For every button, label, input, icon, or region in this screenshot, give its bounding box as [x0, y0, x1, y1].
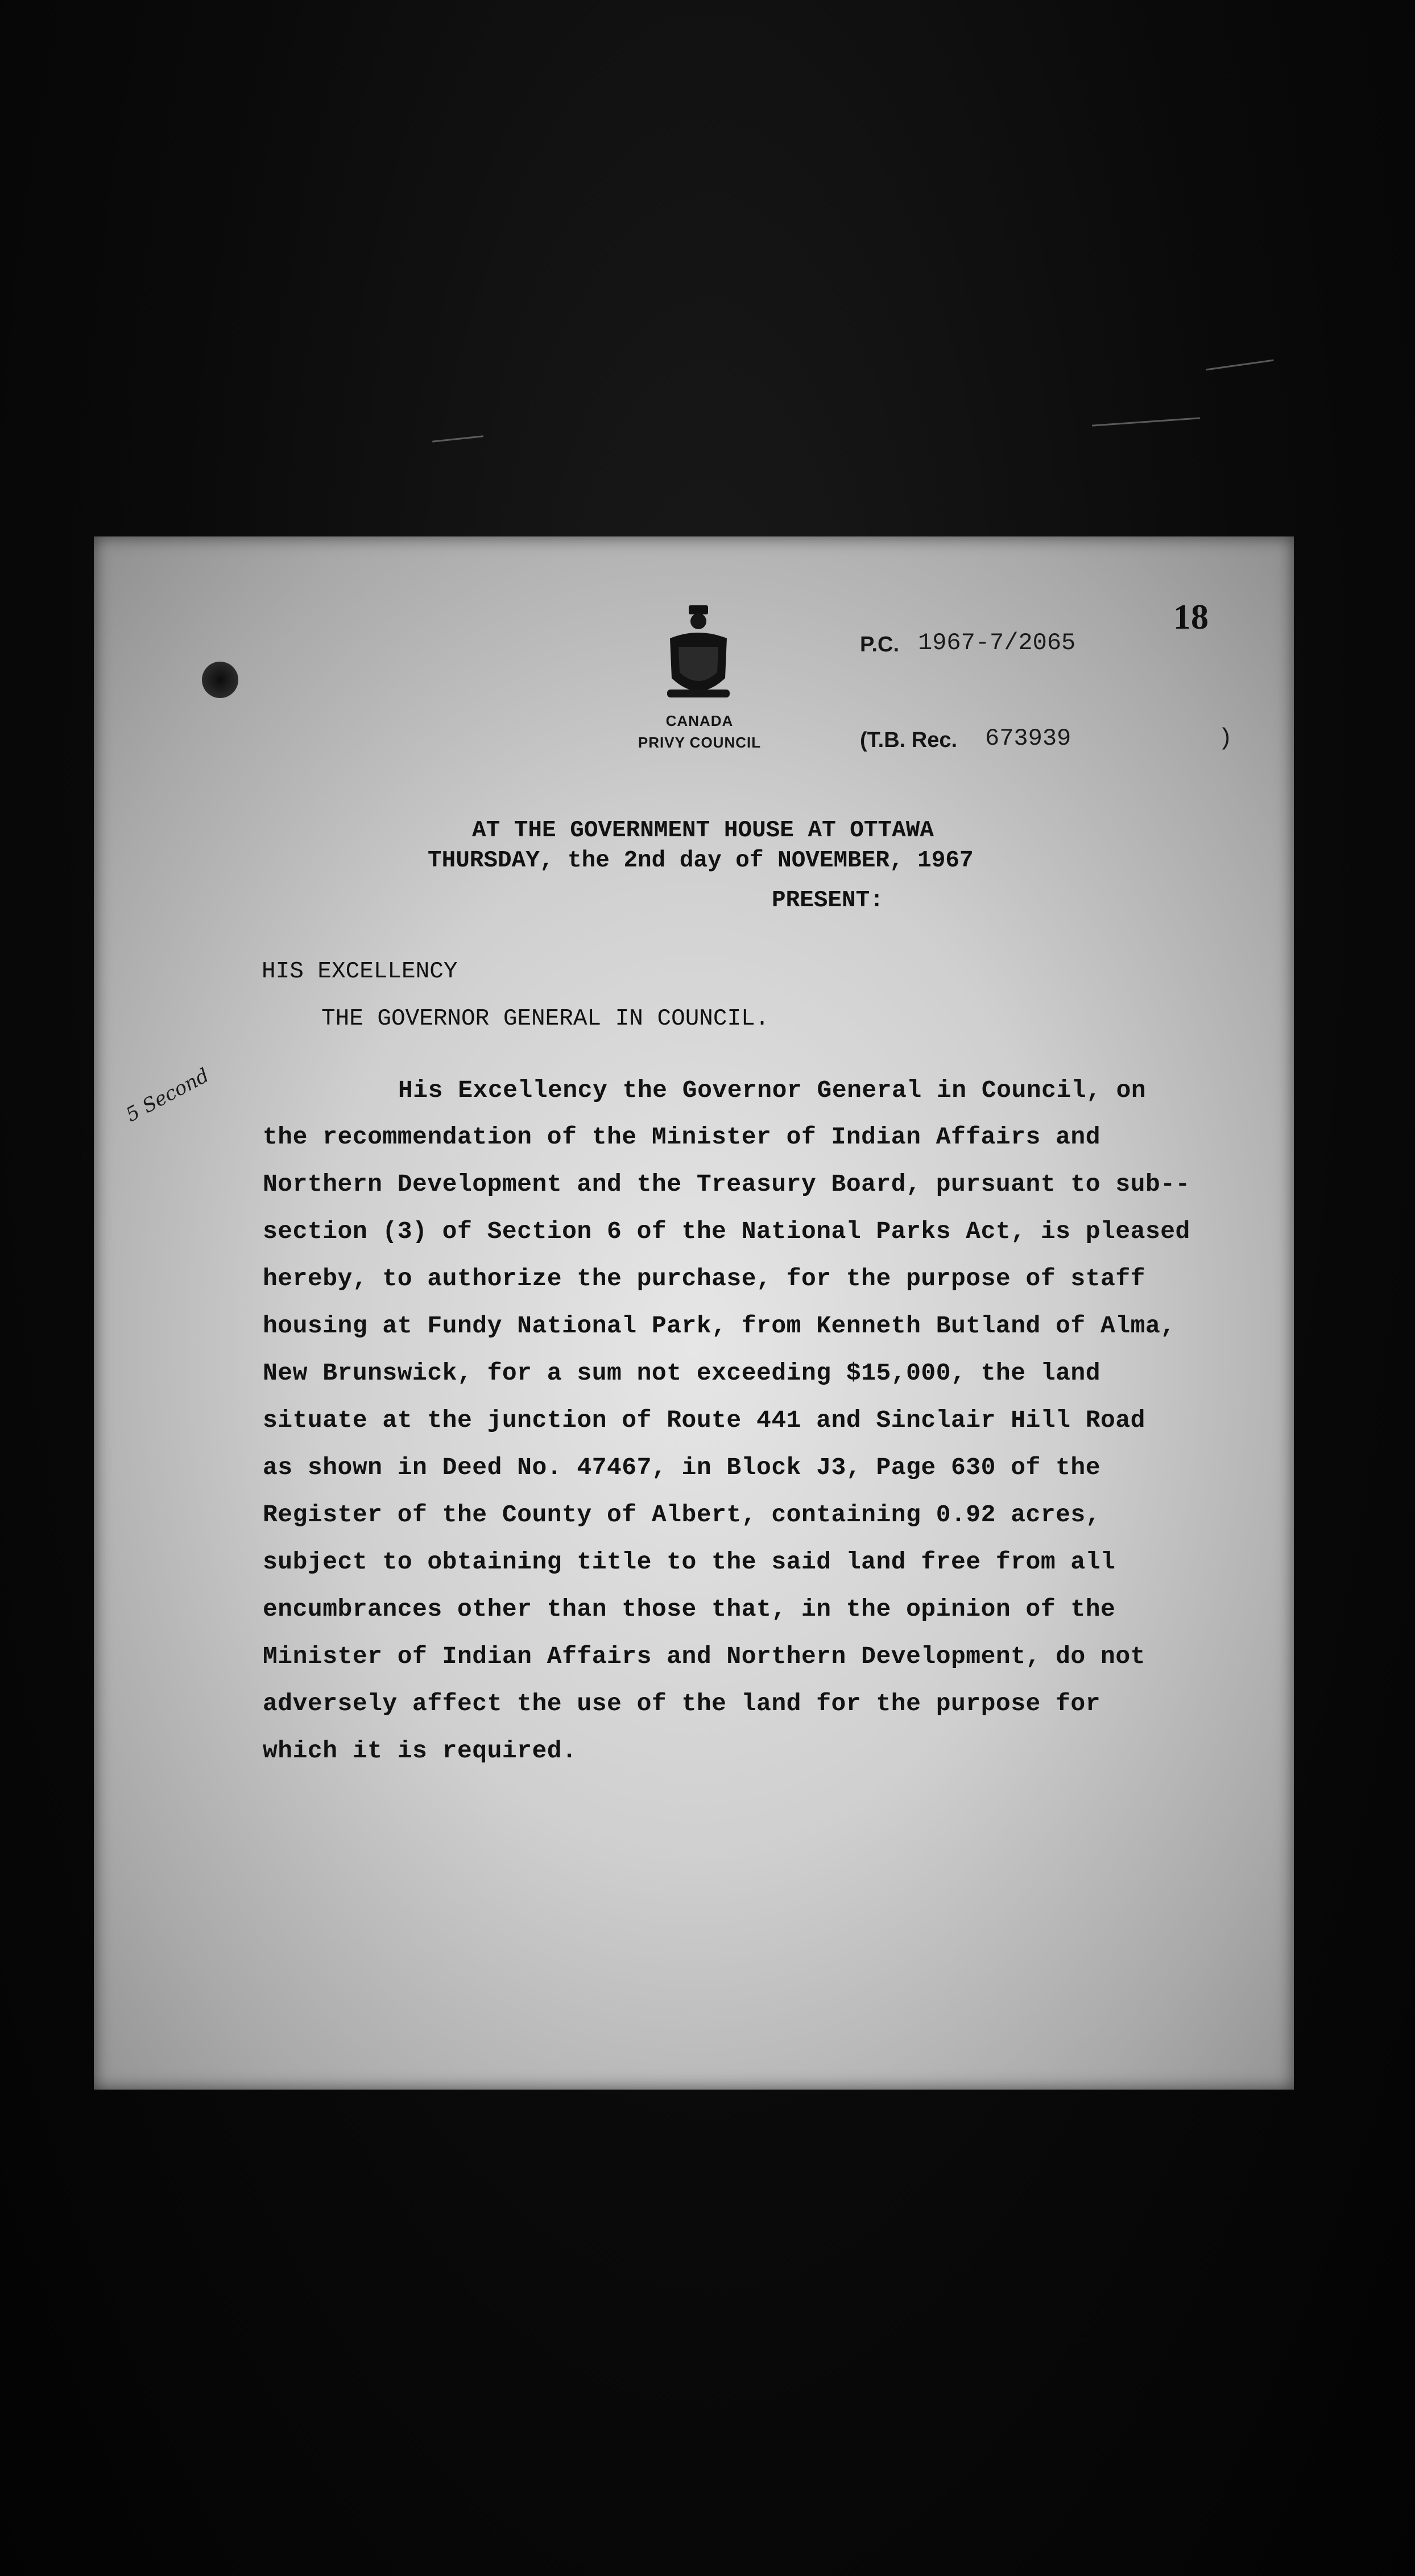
crest-label-canada: CANADA	[665, 712, 734, 729]
body-line: situate at the junction of Route 441 and Sinclair Hill Road	[263, 1406, 1145, 1434]
privy-council-crest-icon	[661, 604, 735, 718]
body-line: Minister of Indian Affairs and Northern Development, do not	[263, 1642, 1145, 1670]
body-line: as shown in Deed No. 47467, in Block J3, Page 630 of the	[263, 1454, 1101, 1481]
body-line: housing at Fundy National Park, from Kenneth Butland of Alma,	[263, 1312, 1176, 1340]
crest-label-privy-council: PRIVY COUNCIL	[638, 734, 762, 751]
body-line: New Brunswick, for a sum not exceeding $15,000, the land	[263, 1359, 1101, 1387]
scan-artifact	[1092, 417, 1200, 426]
attendance-line-1: HIS EXCELLENCY	[262, 959, 458, 985]
body-line: encumbrances other than those that, in the opinion of the	[263, 1595, 1116, 1623]
scan-artifact	[1206, 360, 1273, 371]
pc-number-value: 1967-7/2065	[918, 629, 1076, 657]
tb-rec-close: )	[1218, 725, 1233, 752]
punch-hole	[202, 662, 238, 698]
body-line: which it is required.	[263, 1737, 577, 1765]
page-number: 18	[1173, 598, 1209, 637]
body-line: the recommendation of the Minister of Indian Affairs and	[263, 1123, 1101, 1151]
attendance-line-2: THE GOVERNOR GENERAL IN COUNCIL.	[321, 1006, 769, 1032]
body-line: Northern Development and the Treasury Board, pursuant to sub--	[263, 1170, 1190, 1198]
meeting-place: AT THE GOVERNMENT HOUSE AT OTTAWA	[472, 818, 934, 844]
pc-number-label: P.C.	[860, 633, 900, 657]
tb-rec-label: (T.B. Rec.	[860, 728, 958, 752]
body-line: section (3) of Section 6 of the National Parks Act, is pleased	[263, 1217, 1190, 1245]
body-line: adversely affect the use of the land for the purpose for	[263, 1690, 1101, 1718]
tb-rec-value: 673939	[985, 725, 1071, 752]
meeting-date: THURSDAY, the 2nd day of NOVEMBER, 1967	[428, 848, 974, 874]
body-line: hereby, to authorize the purchase, for the purpose of staff	[263, 1265, 1145, 1293]
handwritten-margin-note: 5 Second	[122, 1064, 213, 1127]
body-line: His Excellency the Governor General in Council, on	[398, 1076, 1147, 1104]
scan-artifact	[432, 435, 483, 442]
present-label: PRESENT:	[772, 887, 884, 914]
body-line: Register of the County of Albert, containing 0.92 acres,	[263, 1501, 1101, 1529]
body-line: subject to obtaining title to the said land free from all	[263, 1548, 1116, 1576]
